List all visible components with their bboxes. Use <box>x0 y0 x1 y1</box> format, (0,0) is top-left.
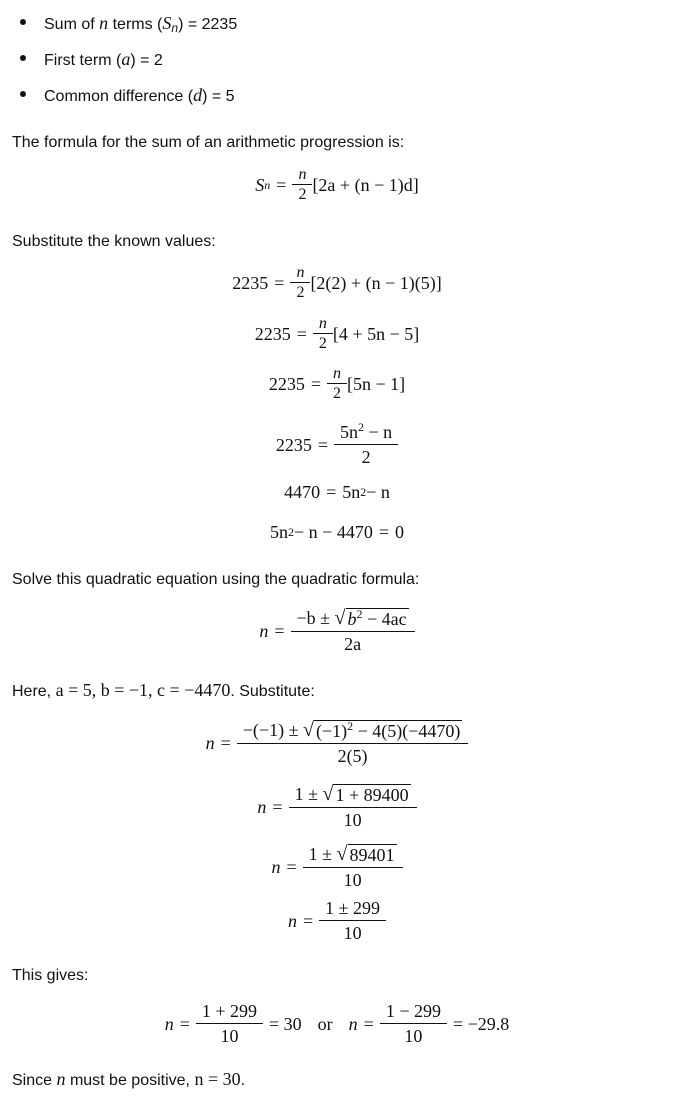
here-values-text: Here, a = 5, b = −1, c = −4470. Substitute: <box>12 680 315 700</box>
final-solutions: n = $\frac{1 + 299}{10}$ = 30 or n = $\frac{1 - 299}{10}$ = −29.8 <box>164 1001 510 1046</box>
substitution-step-2: n = 1 ± √ 1 + 89400 10 <box>0 783 674 830</box>
substitute-intro-text: Substitute the known values: <box>12 233 216 250</box>
equation-step-3: 2235 = $\frac{n}{2}$ [5n − 1] <box>268 365 406 402</box>
given-first-term-item: First term (a) = 2 <box>44 49 163 69</box>
equation-step-6: 5n 2 − n − 4470 = 0 <box>270 522 404 542</box>
solve-intro-text: Solve this quadratic equation using the quadratic formula: <box>12 571 420 588</box>
gives-text: This gives: <box>12 967 89 984</box>
equation-step-5: 4470 = 5n 2 − n <box>284 482 390 502</box>
equation-step-1: 2235 = $\frac{n}{2}$ [2(2) + (n − 1)(5)] <box>232 264 442 301</box>
formula-intro-text: The formula for the sum of an arithmetic progression is: <box>12 134 405 151</box>
bullet-marker <box>20 55 26 61</box>
substitution-step-4: n = $\frac{1 \pm 299}{10}$ <box>0 898 674 943</box>
given-common-difference-item: Common difference (d) = 5 <box>44 85 235 105</box>
given-sum-item: Sum of n terms $(S_n) = 2235$ <box>44 13 238 35</box>
conclusion-text: Since n must be positive, n = 30. <box>12 1069 246 1089</box>
bullet-marker <box>20 91 26 97</box>
equation-step-2: 2235 = $\frac{n}{2}$ [4 + 5n − 5] <box>254 315 420 352</box>
substitution-step-3: n = 1 ± √ 89401 10 <box>0 843 674 890</box>
equation-step-4: 2235 = $\frac{5n^2 - n}{2}$ <box>0 422 674 467</box>
quadratic-formula: n = −b ± √ $b^2 - 4ac$ 2a <box>0 607 674 654</box>
bullet-marker <box>20 19 26 25</box>
sum-formula: S n = $\frac{n}{2}$ [2a + (n − 1)d] <box>255 166 419 203</box>
substitution-step-1: n = −(−1) ± √ $(-1)^2 - 4(5)(-4470)$ 2(5) <box>0 719 674 766</box>
